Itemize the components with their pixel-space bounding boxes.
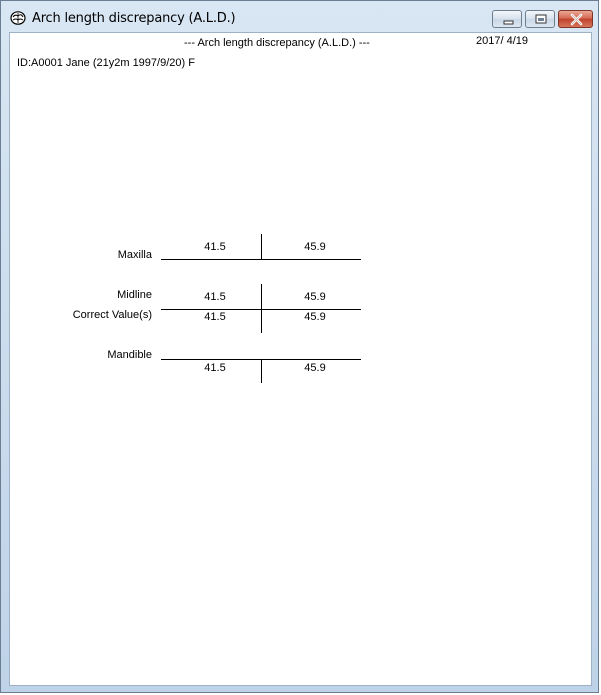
minimize-icon: [493, 11, 523, 29]
window-title: Arch length discrepancy (A.L.D.): [32, 11, 236, 26]
report-date: 2017/ 4/19: [476, 35, 528, 47]
midline-left-value: 41.5: [204, 291, 226, 303]
mandible-left-value: 41.5: [204, 362, 226, 374]
midline-right-value: 45.9: [304, 291, 326, 303]
app-brain-icon[interactable]: [10, 10, 26, 26]
mandible-label: Mandible: [107, 349, 152, 361]
correct-left-value: 41.5: [204, 311, 226, 323]
maxilla-divider: [261, 234, 262, 260]
maxilla-left-value: 41.5: [204, 241, 226, 253]
close-icon: [559, 11, 594, 29]
mandible-divider: [261, 359, 262, 383]
close-button[interactable]: [558, 10, 593, 28]
midline-label: Midline: [117, 289, 152, 301]
maxilla-label: Maxilla: [117, 249, 152, 261]
report-header: --- Arch length discrepancy (A.L.D.) ---: [184, 37, 370, 49]
report-area: [9, 32, 592, 686]
correct-right-value: 45.9: [304, 311, 326, 323]
patient-info: ID:A0001 Jane (21y2m 1997/9/20) F: [17, 57, 195, 69]
correct-value-label: Correct Value(s): [72, 309, 152, 321]
maxilla-right-value: 45.9: [304, 241, 326, 253]
maximize-icon: [526, 11, 556, 29]
maximize-button[interactable]: [525, 10, 555, 28]
maxilla-line: [161, 259, 361, 260]
midline-line: [161, 309, 361, 310]
mandible-right-value: 45.9: [304, 362, 326, 374]
minimize-button[interactable]: [492, 10, 522, 28]
title-bar[interactable]: [1, 1, 598, 33]
